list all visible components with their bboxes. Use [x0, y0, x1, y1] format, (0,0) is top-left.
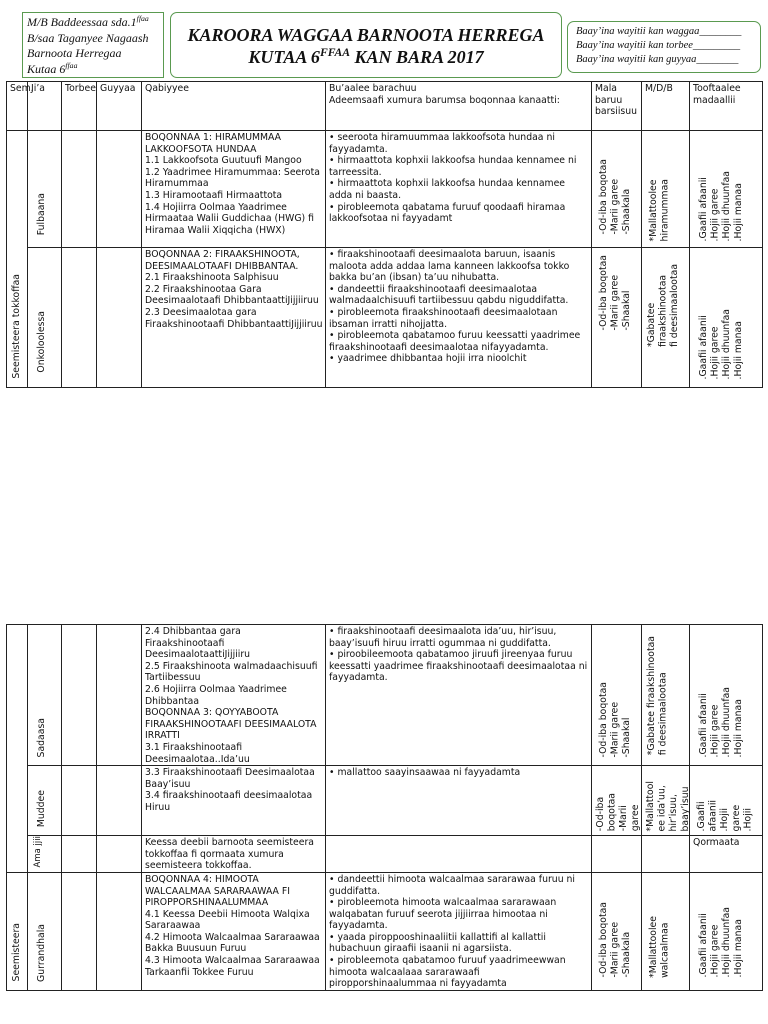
material-cell: *Mallattoolee walcaalmaa — [642, 872, 690, 990]
week-cell — [62, 766, 97, 836]
title-line-1: KAROORA WAGGAA BARNOOTA HERREGA — [187, 25, 545, 45]
table-row — [7, 131, 763, 248]
col-method: Mala baruu barsiisuu — [592, 82, 642, 131]
day-cell — [97, 766, 142, 836]
content-cell: BOQONNAA 1: HIRAMUMMAA LAKKOOFSOTA HUNDAA 1.1 Lakkoofsota Guutuufi Mangoo 1.2 Yaadrimee Hiramummaa: Seerota Hiramummaa 1.3 Hiramootaafi Hirmaattota 1.4 Hojiirra Oolmaa Yaadrimee Hirmaataa Walii Guddichaa (HWG) fi Hiramaa Walii Xiqqicha (HWX) — [142, 131, 326, 248]
col-assessment: Tooftaalee madaallii — [690, 82, 763, 131]
content-cell: BOQONNAA 2: FIRAAKSHINOOTA, DEESIMAALOTAAFI DHIBBANTAA. 2.1 Firaakshinoota Salphisuu 2.2 Firaakshinootaa Gara Deesimaalotaafi DhibbantaattiJijjiiruu 2.3 Deesimaalotaa gara Firaakshinootaafi DhibbantaattiJijjiiruu — [142, 248, 326, 388]
outcomes-cell: • firaakshinootaafi deesimaalota ida’uu, hir’isuu, baay’isuufi hiruu irratti ogummaa ni guddifatta. • piroobileemoota qabatamoo jiruufi jireenyaa furuu keessatti yaadrimee firaakshinootaafi deesimaalotaa ni fayyadamta. — [326, 625, 592, 766]
method-cell: -Od-iba boqotaa -Marii garee -Shaakal — [592, 625, 642, 766]
daily-periods: Baay’ina wayitii kan guyyaa________ — [576, 54, 739, 65]
table-row — [7, 248, 763, 388]
month-cell: Ama jjii — [28, 836, 62, 873]
semester-cell: Seemisteera tokkoffaa — [7, 131, 28, 388]
col-semester: Sem. — [7, 82, 28, 131]
day-cell — [97, 248, 142, 388]
month-cell: Onkoloolessa — [28, 248, 62, 388]
yearly-periods: Baay’ina wayitii kan waggaa________ — [576, 26, 742, 37]
outcomes-cell: • firaakshinootaafi deesimaalota baruun, isaanis maloota adda addaa lama kanneen lakkoofsa tokko bakka bu’an (ibsan) ta’uu nihubatta. • dandeettii firaakshinootaafi deesimaalotaa walmadaalchisuufi tartiibessuu qabdu niguddifatta. • pirobleemota firaakshinootaafi deesimaalotaan ibsaman irratti nihojjatta. • pirobleemota qabatamoo furuu keessatti yaadrimee firaakshinootaafi deesimaalotaa nifayyadamta. • yaadrimee dhibbantaa hojii irra nioolchit — [326, 248, 592, 388]
school-line-2: B/saa Taganyee Nagaash — [27, 30, 149, 45]
table-header-row — [7, 82, 763, 131]
title-line-2: KUTAA $6^{FFAA}$ KAN BARA 2017 — [248, 46, 484, 67]
assessment-cell: Qormaata — [690, 836, 763, 873]
month-cell: Gurrandhala — [28, 872, 62, 990]
month-cell: Muddee — [28, 766, 62, 836]
week-cell — [62, 625, 97, 766]
assessment-cell: .Gaafii afaanii .Hojii garee .Hojii dhuunfaa .Hojii manaa — [690, 248, 763, 388]
material-cell: *Gabatee firaakshinootaa fi deesimaalootaa — [642, 248, 690, 388]
day-cell — [97, 836, 142, 873]
material-cell: *Gabatee firaakshinootaa fi deesimaalootaa — [642, 625, 690, 766]
outcomes-cell — [326, 836, 592, 873]
month-cell: Fulbaana — [28, 131, 62, 248]
col-week: Torbee — [62, 82, 97, 131]
assessment-cell: .Gaafii afaanii .Hojii garee .Hojii dhuunfaa .Hojii manaa — [690, 872, 763, 990]
material-cell: *Mallattoolee hiramummaa — [642, 131, 690, 248]
col-material: M/D/B — [642, 82, 690, 131]
method-cell: -Od-iba boqotaa -Marii garee -Shaakala — [592, 131, 642, 248]
method-cell: -Od-iba boqotaa -Marii garee -Shaakala — [592, 872, 642, 990]
outcomes-cell: • dandeettii himoota walcaalmaa sararawaa furuu ni guddifatta. • pirobleemota himoota walcaalmaa sararawaan walqabatan furuuf seerota jijjiirraa himootaa ni fayyadamta. • yaada piroppooshinaaliitii kallattifi al kallattii hubachuun giraafii isaanii ni agarsiista. • pirobleemota qabatamoo furuuf yaadrimeewwan himoota walcaalaaa sararawaafi piropporshinaalummaa ni fayyadamta — [326, 872, 592, 990]
col-content: Qabiyyee — [142, 82, 326, 131]
assessment-cell: .Gaafii afaanii .Hojii garee .Hojii dhuunfaa .Hojii manaa — [690, 625, 763, 766]
method-cell — [592, 836, 642, 873]
outcomes-cell: • seeroota hiramuummaa lakkoofsota hundaa ni fayyadamta. • hirmaattota kophxii lakkoofsa hundaa kennamee ni tarreessita. • hirmaattota kophxii lakkoofsa hundaa kennamee adda ni baasta. • pirobleemota qabatama furuuf qoodaafi hiramaa lakkoofsotaa ni fayyadamt — [326, 131, 592, 248]
material-cell — [642, 836, 690, 873]
table-row — [7, 766, 763, 836]
week-cell — [62, 836, 97, 873]
week-cell — [62, 131, 97, 248]
content-cell: Keessa deebii barnoota seemisteera tokkoffaa fi qormaata xumura seemisteera tokkoffaa. — [142, 836, 326, 873]
document-title-box — [170, 12, 562, 78]
plan-table-2 — [6, 624, 763, 991]
period-count-box — [567, 21, 761, 73]
col-month: Ji’a — [28, 82, 62, 131]
material-cell: *Mallattool ee ida’uu, hir’isuu, baay’isuu — [642, 766, 690, 836]
day-cell — [97, 625, 142, 766]
day-cell — [97, 872, 142, 990]
weekly-periods: Baay’ina wayitii kan torbee_________ — [576, 40, 741, 51]
outcomes-cell: • mallattoo saayinsaawaa ni fayyadamta — [326, 766, 592, 836]
month-cell: Sadaasa — [28, 625, 62, 766]
school-line-1: M/B Baddeessaa $sda.1^{ffaa}$ — [27, 14, 149, 29]
col-day: Guyyaa — [97, 82, 142, 131]
assessment-cell: .Gaafii afaanii .Hojii garee .Hojii — [690, 766, 763, 836]
semester-cell: Seemisteera — [7, 872, 28, 990]
table-row — [7, 625, 763, 766]
assessment-cell: .Gaafii afaanii .Hojii garee .Hojii dhuunfaa .Hojii manaa — [690, 131, 763, 248]
school-info-box — [22, 12, 164, 78]
content-cell: 3.3 Firaakshinootaafi Deesimaalotaa Baay’isuu 3.4 firaakshinootaafi deesimaalotaa Hiruu — [142, 766, 326, 836]
method-cell: -Od-iba boqotaa -Marii garee — [592, 766, 642, 836]
table-row — [7, 872, 763, 990]
school-line-3: Barnoota Herregaa — [27, 46, 122, 60]
plan-table-1 — [6, 81, 763, 388]
week-cell — [62, 248, 97, 388]
content-cell: BOQONNAA 4: HIMOOTA WALCAALMAA SARARAAWAA FI PIROPPORSHINAALUMMAA 4.1 Keessa Deebii Himoota Walqixa Sararaawaa 4.2 Himoota Walcaalmaa Sararaawaa Bakka Buusuun Furuu 4.3 Himoota Walcaalmaa Sararaawaa Tarkaanfii Tokkee Furuu — [142, 872, 326, 990]
table-row — [7, 836, 763, 873]
col-outcomes: Bu’aalee barachuu Adeemsaafi xumura barumsa boqonnaa kanaatti: — [326, 82, 592, 131]
day-cell — [97, 131, 142, 248]
school-line-4: Kutaa $6^{ffaa}$ — [27, 60, 78, 76]
content-cell: 2.4 Dhibbantaa gara Firaakshinootaafi DeesimaalotaattiJijjiiru 2.5 Firaakshinoota walmadaachisuufi Tartiibessuu 2.6 Hojiirra Oolmaa Yaadrimee Dhibbantaa BOQONNAA 3: QOYYABOOTA FIRAAKSHINOOTAAFI DEESIMAALOTA IRRATTI 3.1 Firaakshinootaafi Deesimaalotaa..Ida’uu — [142, 625, 326, 766]
week-cell — [62, 872, 97, 990]
method-cell: -Od-iba boqotaa -Marii garee -Shaakal — [592, 248, 642, 388]
semester-cell-empty — [7, 625, 28, 873]
